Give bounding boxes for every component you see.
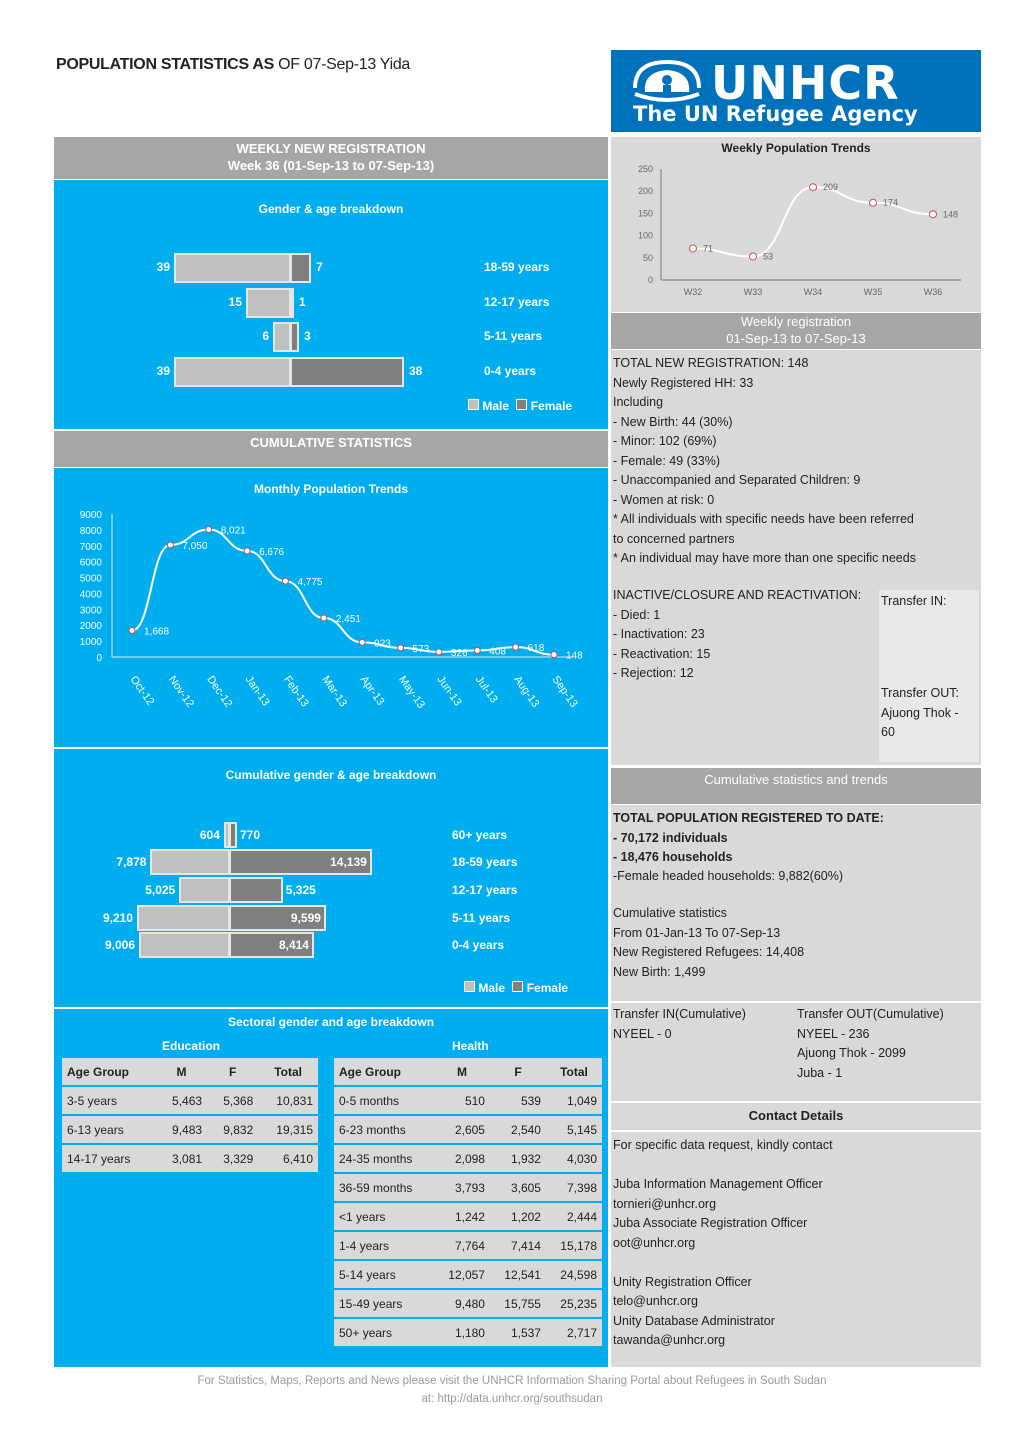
education-row bbox=[62, 1116, 318, 1143]
contact-line: Unity Database Administrator bbox=[613, 1313, 775, 1328]
monthly-point bbox=[398, 645, 404, 651]
education-cell: 5,463 bbox=[156, 1087, 207, 1114]
weekly-female-value: 1 bbox=[299, 295, 306, 309]
weekly-age-label: 0-4 years bbox=[484, 364, 537, 378]
monthly-data-label: 2,451 bbox=[335, 614, 361, 626]
health-cell: 12,541 bbox=[490, 1261, 546, 1288]
registration-line: * All individuals with specific needs have been referred bbox=[613, 512, 914, 526]
health-header-cell: Age Group bbox=[334, 1058, 434, 1085]
monthly-data-label: 573 bbox=[412, 643, 430, 655]
monthly-x-tick: Dec-12 bbox=[204, 673, 235, 710]
transfer-out-box bbox=[879, 684, 979, 762]
health-cell: 2,540 bbox=[490, 1116, 546, 1143]
cumulative-age-label: 5-11 years bbox=[452, 911, 511, 925]
health-cell: 4,030 bbox=[546, 1145, 602, 1172]
weekly-female-bar bbox=[290, 253, 311, 283]
monthly-point bbox=[244, 548, 250, 554]
weekly-x-tick: W34 bbox=[803, 287, 823, 297]
health-cell: 1,049 bbox=[546, 1087, 602, 1114]
cumulative-male-value: 9,006 bbox=[105, 938, 136, 952]
monthly-data-label: 4,775 bbox=[297, 577, 323, 589]
cumulative-male-bar bbox=[139, 932, 230, 958]
contact-line: Juba Associate Registration Officer bbox=[613, 1216, 808, 1230]
cumulative-age-label: 0-4 years bbox=[452, 938, 505, 952]
unhcr-logo: UNHCR The UN Refugee Agency bbox=[611, 50, 981, 132]
weekly-male-bar bbox=[273, 322, 291, 352]
contact-details-header: Contact Details bbox=[611, 1103, 981, 1130]
footer: For Statistics, Maps, Reports and News please visit the UNHCR Information Sharing Portal about Refugees in South Sudan at: http://data.unhcr.org/southsudan bbox=[197, 1375, 827, 1405]
weekly-male-value: 39 bbox=[156, 364, 170, 378]
weekly-data-label: 148 bbox=[943, 209, 959, 220]
health-row bbox=[334, 1145, 602, 1172]
monthly-point bbox=[474, 648, 480, 654]
weekly-male-bar bbox=[174, 253, 291, 283]
weekly-point bbox=[930, 211, 937, 218]
cumulative-lines bbox=[613, 904, 804, 982]
monthly-x-tick: Mar-13 bbox=[319, 673, 350, 710]
health-cell: 12,057 bbox=[434, 1261, 490, 1288]
weekly-point bbox=[870, 199, 877, 206]
weekly-trends-panel bbox=[611, 137, 981, 312]
transfer-in-box bbox=[879, 590, 979, 684]
weekly-y-tick: 200 bbox=[637, 186, 653, 197]
health-cell: 0-5 months bbox=[334, 1087, 434, 1114]
health-cell: 1,242 bbox=[434, 1203, 490, 1230]
transfer-out-line: Transfer OUT: bbox=[881, 686, 960, 700]
health-cell: 2,605 bbox=[434, 1116, 490, 1143]
weekly-trends-title: Weekly Population Trends bbox=[721, 141, 871, 155]
cumulative-age-label: 60+ years bbox=[452, 828, 508, 842]
monthly-x-tick: Nov-12 bbox=[165, 673, 197, 710]
monthly-x-tick: Jul-13 bbox=[472, 673, 500, 706]
health-row bbox=[334, 1174, 602, 1201]
monthly-x-tick: Aug-13 bbox=[511, 673, 542, 710]
cumulative-male-bar bbox=[150, 849, 230, 875]
cumulative-transfer-panel bbox=[611, 1003, 981, 1101]
monthly-point bbox=[551, 652, 557, 658]
education-row bbox=[62, 1087, 318, 1114]
registration-lines bbox=[613, 354, 916, 569]
registration-line: - Women at risk: 0 bbox=[613, 492, 715, 507]
monthly-x-tick: May-13 bbox=[396, 673, 427, 711]
education-cell: 3,081 bbox=[156, 1145, 207, 1172]
education-cell: 19,315 bbox=[258, 1116, 318, 1143]
weekly-data-label: 71 bbox=[703, 243, 714, 254]
education-cell: 10,831 bbox=[258, 1087, 318, 1114]
cumulative-age-label: 18-59 years bbox=[452, 855, 518, 869]
monthly-data-label: 148 bbox=[566, 650, 583, 662]
page-title: POPULATION STATISTICS AS OF 07-Sep-13 Yida bbox=[56, 56, 411, 73]
contact-lines bbox=[613, 1136, 833, 1351]
education-header-cell: F bbox=[207, 1058, 258, 1085]
monthly-point bbox=[206, 527, 212, 533]
health-row bbox=[334, 1232, 602, 1259]
weekly-female-value: 7 bbox=[316, 260, 323, 274]
inactive-line: - Died: 1 bbox=[613, 607, 661, 622]
monthly-trends-panel bbox=[54, 468, 608, 747]
health-cell: 50+ years bbox=[334, 1319, 434, 1346]
cumulative-male-bar bbox=[137, 905, 230, 931]
weekly-y-tick: 150 bbox=[637, 208, 653, 219]
cumulative-statistics-header: CUMULATIVE STATISTICS bbox=[54, 431, 608, 467]
health-cell: 6-23 months bbox=[334, 1116, 434, 1143]
inactive-line: INACTIVE/CLOSURE AND REACTIVATION: bbox=[613, 588, 862, 602]
health-cell: 36-59 months bbox=[334, 1174, 434, 1201]
monthly-y-tick: 4000 bbox=[79, 589, 102, 601]
education-cell: 9,483 bbox=[156, 1116, 207, 1143]
education-cell: 6-13 years bbox=[62, 1116, 156, 1143]
monthly-y-tick: 6000 bbox=[79, 557, 102, 569]
cumulative-female-value: 14,139 bbox=[330, 855, 367, 869]
monthly-data-label: 326 bbox=[450, 647, 468, 659]
weekly-x-tick: W36 bbox=[923, 287, 943, 297]
health-cell: 7,398 bbox=[546, 1174, 602, 1201]
health-cell: 7,414 bbox=[490, 1232, 546, 1259]
weekly-gender-chart-title: Gender & age breakdown bbox=[258, 202, 404, 216]
registration-line: * An individual may have more than one specific needs bbox=[613, 551, 916, 565]
inactive-lines bbox=[613, 586, 861, 684]
contact-line: oot@unhcr.org bbox=[613, 1235, 696, 1250]
health-row bbox=[334, 1261, 602, 1288]
inactive-line: - Inactivation: 23 bbox=[613, 627, 705, 641]
health-cell: 15-49 years bbox=[334, 1290, 434, 1317]
sectoral-panel bbox=[54, 1009, 608, 1367]
contact-line bbox=[613, 1156, 833, 1176]
monthly-y-tick: 8000 bbox=[79, 525, 102, 537]
health-row bbox=[334, 1203, 602, 1230]
education-cell: 14-17 years bbox=[62, 1145, 156, 1172]
contact-line: For specific data request, kindly contact bbox=[613, 1138, 833, 1152]
transfer-out-cumulative-line: Ajuong Thok - 2099 bbox=[797, 1046, 906, 1060]
health-title: Health bbox=[452, 1039, 489, 1053]
health-row bbox=[334, 1116, 602, 1143]
weekly-point bbox=[810, 184, 817, 191]
transfer-out-cumulative bbox=[797, 1005, 944, 1083]
transfer-out-line: 60 bbox=[881, 725, 895, 739]
education-cell: 9,832 bbox=[207, 1116, 258, 1143]
weekly-x-tick: W32 bbox=[683, 287, 703, 297]
health-cell: <1 years bbox=[334, 1203, 434, 1230]
total-population-line: - 18,476 households bbox=[613, 850, 733, 864]
weekly-point bbox=[750, 253, 757, 260]
weekly-point bbox=[690, 245, 697, 252]
weekly-female-bar bbox=[290, 322, 299, 352]
weekly-trends-chart bbox=[611, 137, 981, 312]
health-header-cell: Total bbox=[546, 1058, 602, 1085]
weekly-age-label: 5-11 years bbox=[484, 329, 543, 343]
cumulative-female-value: 8,414 bbox=[278, 938, 309, 952]
weekly-x-tick: W33 bbox=[743, 287, 763, 297]
education-cell: 3,329 bbox=[207, 1145, 258, 1172]
monthly-y-tick: 7000 bbox=[79, 541, 102, 553]
cumulative-female-value: 770 bbox=[240, 828, 261, 842]
cumulative-female-value: 9,599 bbox=[290, 911, 321, 925]
health-cell: 3,605 bbox=[490, 1174, 546, 1201]
health-cell: 7,764 bbox=[434, 1232, 490, 1259]
weekly-male-value: 39 bbox=[156, 260, 170, 274]
transfer-out-line: Ajuong Thok - bbox=[881, 705, 959, 720]
health-cell: 5,145 bbox=[546, 1116, 602, 1143]
monthly-data-label: 8,021 bbox=[220, 525, 246, 537]
total-population-lines bbox=[613, 809, 884, 868]
cumulative-line: From 01-Jan-13 To 07-Sep-13 bbox=[613, 925, 781, 940]
cumulative-age-label: 12-17 years bbox=[452, 883, 518, 897]
cumulative-line: Cumulative statistics bbox=[613, 906, 727, 920]
transfer-out-cumulative-line: Transfer OUT(Cumulative) bbox=[797, 1007, 944, 1021]
health-cell: 25,235 bbox=[546, 1290, 602, 1317]
registration-line: - Minor: 102 (69%) bbox=[613, 434, 717, 448]
weekly-age-label: 18-59 years bbox=[484, 260, 550, 274]
transfer-in-cumulative bbox=[613, 1005, 746, 1044]
unhcr-emblem-icon bbox=[631, 58, 703, 106]
cumulative-male-value: 5,025 bbox=[145, 883, 176, 897]
contact-details-panel bbox=[611, 1132, 981, 1367]
transfer-out-lines bbox=[881, 684, 959, 743]
weekly-y-tick: 100 bbox=[637, 230, 653, 241]
weekly-male-value: 6 bbox=[262, 329, 269, 343]
cumulative-line: New Birth: 1,499 bbox=[613, 964, 706, 979]
monthly-x-tick: Apr-13 bbox=[357, 673, 387, 708]
health-cell: 15,178 bbox=[546, 1232, 602, 1259]
monthly-trends-chart bbox=[54, 468, 608, 747]
weekly-male-value: 15 bbox=[228, 295, 242, 309]
cumulative-male-bar bbox=[179, 877, 230, 903]
weekly-female-value: 38 bbox=[409, 364, 423, 378]
monthly-point bbox=[513, 644, 519, 650]
weekly-y-tick: 0 bbox=[647, 275, 653, 285]
weekly-y-tick: 250 bbox=[637, 164, 653, 174]
health-cell: 9,480 bbox=[434, 1290, 490, 1317]
cumulative-gender-panel bbox=[54, 749, 608, 1007]
health-cell: 1-4 years bbox=[334, 1232, 434, 1259]
education-cell: 5,368 bbox=[207, 1087, 258, 1114]
monthly-x-tick: Oct-12 bbox=[127, 673, 157, 708]
education-table bbox=[62, 1056, 318, 1174]
health-cell: 539 bbox=[490, 1087, 546, 1114]
health-cell: 1,180 bbox=[434, 1319, 490, 1346]
registration-line: TOTAL NEW REGISTRATION: 148 bbox=[613, 356, 809, 370]
cumulative-male-value: 9,210 bbox=[102, 911, 133, 925]
health-cell: 510 bbox=[434, 1087, 490, 1114]
contact-line bbox=[613, 1253, 833, 1273]
transfer-in-label: Transfer IN: bbox=[881, 594, 947, 608]
health-table bbox=[334, 1056, 602, 1348]
monthly-y-tick: 0 bbox=[96, 653, 102, 664]
monthly-point bbox=[129, 627, 135, 633]
weekly-gender-age-panel bbox=[54, 180, 608, 429]
transfer-out-cumulative-line: Juba - 1 bbox=[797, 1065, 843, 1080]
health-cell: 2,717 bbox=[546, 1319, 602, 1346]
health-header-cell: M bbox=[434, 1058, 490, 1085]
education-title: Education bbox=[162, 1039, 221, 1053]
health-cell: 1,537 bbox=[490, 1319, 546, 1346]
monthly-data-label: 408 bbox=[489, 646, 506, 658]
health-cell: 1,932 bbox=[490, 1145, 546, 1172]
cumulative-legend: Male Female bbox=[464, 981, 568, 995]
female-headed-households: -Female headed households: 9,882(60%) bbox=[613, 869, 844, 883]
cumulative-male-value: 7,878 bbox=[116, 855, 147, 869]
contact-line: telo@unhcr.org bbox=[613, 1294, 698, 1308]
health-cell: 24-35 months bbox=[334, 1145, 434, 1172]
monthly-point bbox=[282, 578, 288, 584]
weekly-y-tick: 50 bbox=[642, 252, 653, 263]
monthly-data-label: 923 bbox=[374, 638, 391, 650]
transfer-in-cumulative-line: Transfer IN(Cumulative) bbox=[613, 1007, 746, 1021]
registration-line: Including bbox=[613, 395, 664, 409]
contact-line: tornieri@unhcr.org bbox=[613, 1196, 717, 1211]
monthly-y-tick: 1000 bbox=[79, 637, 102, 649]
health-cell: 2,444 bbox=[546, 1203, 602, 1230]
sectoral-title: Sectoral gender and age breakdown bbox=[227, 1015, 435, 1029]
health-row bbox=[334, 1319, 602, 1346]
monthly-x-tick: Sep-13 bbox=[549, 673, 580, 710]
monthly-point bbox=[167, 542, 173, 548]
monthly-point bbox=[321, 615, 327, 621]
registration-line: to concerned partners bbox=[613, 531, 735, 546]
monthly-trends-title: Monthly Population Trends bbox=[254, 482, 408, 496]
education-header-cell: Age Group bbox=[62, 1058, 156, 1085]
cumulative-female-bar bbox=[229, 877, 283, 903]
monthly-x-tick: Feb-13 bbox=[280, 673, 311, 710]
cumulative-gender-title: Cumulative gender & age breakdown bbox=[225, 768, 437, 782]
education-cell: 6,410 bbox=[258, 1145, 318, 1172]
weekly-female-bar bbox=[290, 357, 404, 387]
education-header-cell: M bbox=[156, 1058, 207, 1085]
education-cell: 3-5 years bbox=[62, 1087, 156, 1114]
monthly-x-tick: Jun-13 bbox=[434, 673, 464, 709]
monthly-data-label: 7,050 bbox=[182, 540, 208, 552]
weekly-data-label: 209 bbox=[823, 182, 839, 193]
inactive-line: - Reactivation: 15 bbox=[613, 646, 711, 661]
health-row bbox=[334, 1290, 602, 1317]
weekly-legend: Male Female bbox=[468, 399, 572, 413]
registration-line: - Female: 49 (33%) bbox=[613, 453, 720, 468]
health-cell: 15,755 bbox=[490, 1290, 546, 1317]
monthly-x-tick: Jan-13 bbox=[242, 673, 272, 709]
monthly-y-tick: 5000 bbox=[79, 573, 102, 585]
cumulative-details bbox=[611, 805, 981, 1001]
total-population-line: - 70,172 individuals bbox=[613, 830, 728, 845]
health-cell: 24,598 bbox=[546, 1261, 602, 1288]
health-cell: 1,202 bbox=[490, 1203, 546, 1230]
monthly-data-label: 6,676 bbox=[259, 546, 285, 558]
health-row bbox=[334, 1087, 602, 1114]
transfer-out-cumulative-line: NYEEL - 236 bbox=[797, 1026, 870, 1041]
monthly-data-label: 1,668 bbox=[144, 626, 170, 638]
inactive-line: - Rejection: 12 bbox=[613, 666, 694, 680]
registration-line: - Unaccompanied and Separated Children: 9 bbox=[613, 473, 861, 487]
health-cell: 5-14 years bbox=[334, 1261, 434, 1288]
weekly-data-label: 174 bbox=[883, 197, 899, 208]
weekly-x-tick: W35 bbox=[863, 287, 883, 297]
cumulative-male-value: 604 bbox=[199, 828, 220, 842]
health-header-cell: F bbox=[490, 1058, 546, 1085]
cumulative-female-bar bbox=[229, 822, 237, 848]
monthly-point bbox=[359, 639, 365, 645]
education-header-cell: Total bbox=[258, 1058, 318, 1085]
weekly-female-bar bbox=[290, 288, 294, 318]
cumulative-trends-header: Cumulative statistics and trends bbox=[611, 768, 981, 804]
weekly-registration-details bbox=[611, 350, 981, 765]
weekly-male-bar bbox=[246, 288, 291, 318]
weekly-male-bar bbox=[174, 357, 291, 387]
contact-line: tawanda@unhcr.org bbox=[613, 1333, 726, 1347]
health-cell: 3,793 bbox=[434, 1174, 490, 1201]
weekly-age-label: 12-17 years bbox=[484, 295, 550, 309]
weekly-female-value: 3 bbox=[304, 329, 311, 343]
education-row bbox=[62, 1145, 318, 1172]
monthly-y-tick: 2000 bbox=[79, 621, 102, 633]
contact-line: Unity Registration Officer bbox=[613, 1274, 752, 1289]
monthly-y-tick: 9000 bbox=[79, 510, 102, 521]
monthly-y-tick: 3000 bbox=[79, 605, 102, 617]
health-cell: 2,098 bbox=[434, 1145, 490, 1172]
contact-line: Juba Information Management Officer bbox=[613, 1177, 823, 1191]
transfer-in-cumulative-line: NYEEL - 0 bbox=[613, 1026, 672, 1041]
weekly-data-label: 53 bbox=[763, 251, 774, 262]
monthly-point bbox=[436, 649, 442, 655]
weekly-registration-header: WEEKLY NEW REGISTRATION Week 36 (01-Sep-13 to 07-Sep-13) bbox=[54, 137, 608, 179]
monthly-data-label: 618 bbox=[527, 643, 545, 655]
cumulative-female-value: 5,325 bbox=[285, 883, 316, 897]
cumulative-line: New Registered Refugees: 14,408 bbox=[613, 945, 805, 959]
weekly-registration-box-header: Weekly registration 01-Sep-13 to 07-Sep-13 bbox=[611, 313, 981, 349]
registration-line: Newly Registered HH: 33 bbox=[613, 375, 754, 390]
total-population-line: TOTAL POPULATION REGISTERED TO DATE: bbox=[613, 811, 884, 825]
registration-line: - New Birth: 44 (30%) bbox=[613, 414, 733, 429]
